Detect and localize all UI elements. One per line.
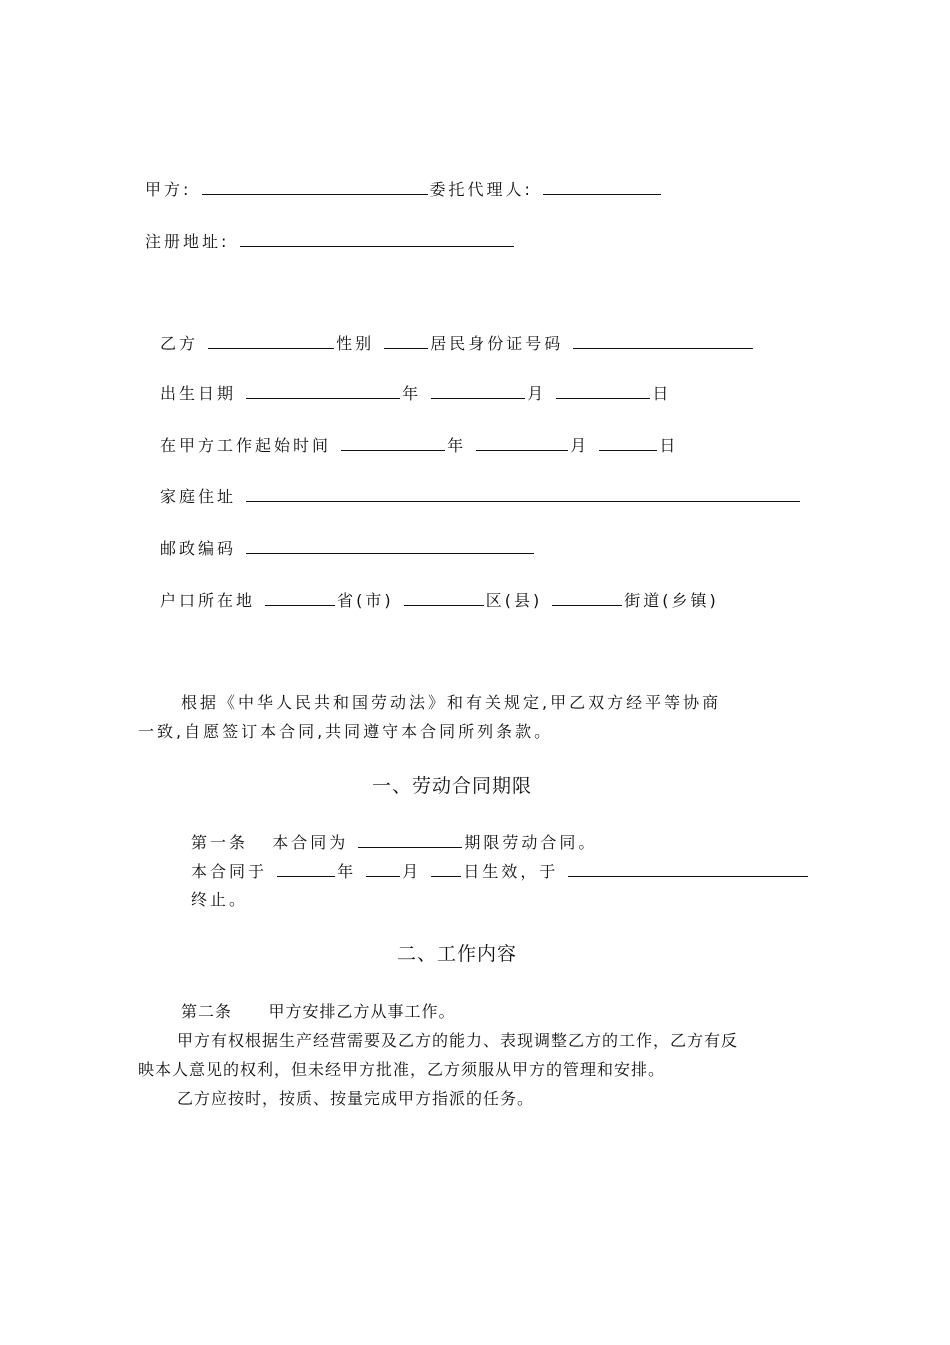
home-row bbox=[160, 485, 802, 508]
hukou-province-blank[interactable] bbox=[265, 589, 335, 606]
address-label: 注册地址: bbox=[145, 232, 230, 251]
end-row: 终止。 bbox=[191, 890, 249, 909]
party-b-row bbox=[160, 332, 755, 355]
gender-label: 性别 bbox=[336, 334, 375, 353]
term-type-blank[interactable] bbox=[358, 831, 462, 848]
id-label: 居民身份证号码 bbox=[430, 334, 564, 353]
province-label: 省(市) bbox=[337, 591, 394, 610]
birth-row bbox=[160, 382, 671, 405]
section-2-para-1-line-1: 甲方有权根据生产经营需要及乙方的能力、表现调整乙方的工作，乙方有反 bbox=[177, 1031, 739, 1050]
party-b-blank[interactable] bbox=[208, 332, 334, 349]
party-b-label: 乙方 bbox=[160, 334, 199, 353]
start-month-label: 月 bbox=[570, 436, 590, 455]
street-label: 街道(乡镇) bbox=[624, 591, 719, 610]
party-a-row bbox=[145, 178, 663, 201]
section-2-title: 二、工作内容 bbox=[397, 943, 518, 965]
end-date-blank[interactable] bbox=[568, 860, 808, 877]
hukou-label: 户口所在地 bbox=[160, 591, 256, 610]
section-1-title: 一、劳动合同期限 bbox=[372, 775, 533, 797]
effective-year-label: 年 bbox=[337, 862, 357, 881]
birth-day-label: 日 bbox=[652, 384, 672, 403]
postal-label: 邮政编码 bbox=[160, 539, 237, 558]
party-a-label: 甲方: bbox=[145, 180, 192, 199]
section-2-para-2: 乙方应按时，按质、按量完成甲方指派的任务。 bbox=[177, 1089, 535, 1108]
section-2-para-1-line-2: 映本人意见的权利，但未经甲方批准，乙方须服从甲方的管理和安排。 bbox=[138, 1060, 666, 1079]
article-1-suffix: 期限劳动合同。 bbox=[464, 833, 598, 852]
start-month-blank[interactable] bbox=[476, 434, 568, 451]
home-label: 家庭住址 bbox=[160, 487, 237, 506]
gender-blank[interactable] bbox=[384, 332, 428, 349]
effective-month-label: 月 bbox=[402, 862, 422, 881]
start-day-blank[interactable] bbox=[599, 434, 657, 451]
birth-year-label: 年 bbox=[402, 384, 422, 403]
start-row bbox=[160, 434, 678, 457]
effective-prefix: 本合同于 bbox=[191, 862, 268, 881]
effective-day-label: 日生效，于 bbox=[463, 862, 559, 881]
article-1-row bbox=[191, 831, 597, 854]
article-1-prefix: 第一条 本合同为 bbox=[191, 833, 349, 852]
effective-year-blank[interactable] bbox=[277, 860, 335, 877]
effective-month-blank[interactable] bbox=[366, 860, 400, 877]
birth-month-label: 月 bbox=[527, 384, 547, 403]
hukou-row bbox=[160, 589, 719, 612]
article-2: 第二条 甲方安排乙方从事工作。 bbox=[181, 1002, 456, 1021]
effective-day-blank[interactable] bbox=[431, 860, 461, 877]
postal-row bbox=[160, 537, 536, 560]
birth-day-blank[interactable] bbox=[556, 382, 650, 399]
id-blank[interactable] bbox=[573, 332, 753, 349]
agent-label: 委托代理人: bbox=[429, 180, 533, 199]
start-day-label: 日 bbox=[659, 436, 679, 455]
postal-blank[interactable] bbox=[246, 537, 534, 554]
home-blank[interactable] bbox=[246, 485, 800, 502]
address-blank[interactable] bbox=[240, 230, 514, 247]
start-label: 在甲方工作起始时间 bbox=[160, 436, 332, 455]
birth-year-blank[interactable] bbox=[246, 382, 400, 399]
party-a-blank[interactable] bbox=[202, 178, 428, 195]
agent-blank[interactable] bbox=[543, 178, 661, 195]
hukou-street-blank[interactable] bbox=[552, 589, 622, 606]
birth-label: 出生日期 bbox=[160, 384, 237, 403]
effective-row bbox=[191, 860, 810, 883]
address-row bbox=[145, 230, 516, 253]
birth-month-blank[interactable] bbox=[431, 382, 525, 399]
start-year-blank[interactable] bbox=[341, 434, 445, 451]
start-year-label: 年 bbox=[447, 436, 467, 455]
preamble-line-2: 一致,自愿签订本合同,共同遵守本合同所列条款。 bbox=[138, 722, 554, 741]
district-label: 区(县) bbox=[485, 591, 543, 610]
preamble-line-1: 根据《中华人民共和国劳动法》和有关规定,甲乙双方经平等协商 bbox=[181, 693, 722, 712]
hukou-district-blank[interactable] bbox=[404, 589, 484, 606]
